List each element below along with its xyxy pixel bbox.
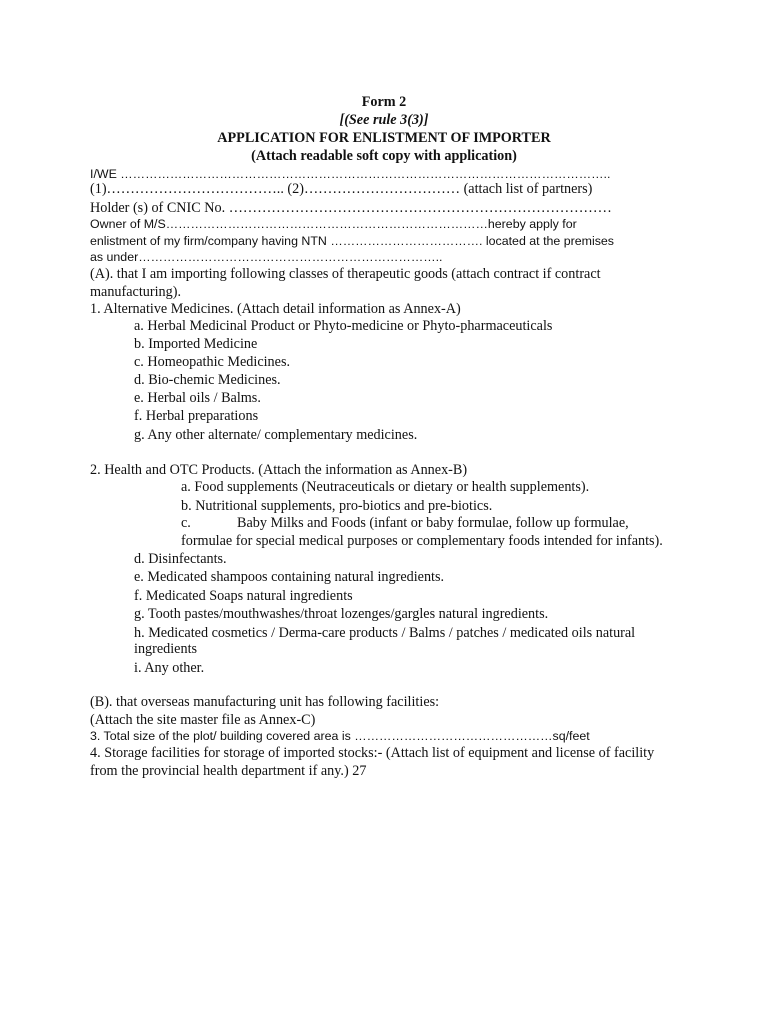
group1-item: g. Any other alternate/ complementary medicines. (134, 427, 418, 443)
group2-item: d. Disinfectants. (134, 551, 227, 567)
ntn-line: enlistment of my firm/company having NTN ………………………………. located at the premises (90, 234, 614, 248)
partners-line: (1)……………………………….. (2)…………………………… (attach list of partners) (90, 181, 593, 197)
storage-line-continued: from the provincial health department if any.) 27 (90, 763, 367, 779)
section-b-intro: (B). that overseas manufacturing unit has following facilities: (90, 694, 440, 710)
cnic-line: Holder (s) of CNIC No. ……………………………………………………………………… (90, 200, 612, 216)
rule-reference: [(See rule 3(3)] (339, 112, 429, 128)
group1-item: d. Bio-chemic Medicines. (134, 372, 281, 388)
group1-heading: 1. Alternative Medicines. (Attach detail information as Annex-A) (90, 301, 461, 317)
form-number: Form 2 (361, 94, 407, 110)
form-title: APPLICATION FOR ENLISTMENT OF IMPORTER (217, 130, 551, 146)
group2-item: g. Tooth pastes/mouthwashes/throat lozenges/gargles natural ingredients. (134, 606, 549, 622)
group1-item: b. Imported Medicine (134, 336, 258, 352)
plot-size-line: 3. Total size of the plot/ building covered area is …………………………………………sq/feet (90, 729, 590, 743)
group2-item: b. Nutritional supplements, pro-biotics and pre-biotics. (181, 498, 493, 514)
owner-line: Owner of M/S……………………………………………………………………hereby apply for (90, 217, 577, 231)
group1-item: a. Herbal Medicinal Product or Phyto-medicine or Phyto-pharmaceuticals (134, 318, 553, 334)
group2-item-c (181, 514, 629, 532)
group2-item: i. Any other. (134, 660, 205, 676)
storage-line: 4. Storage facilities for storage of imported stocks:- (Attach list of equipment and license of facility (90, 745, 655, 761)
group2-item: a. Food supplements (Neutraceuticals or dietary or health supplements). (181, 479, 590, 495)
form-subtitle: (Attach readable soft copy with application) (251, 148, 517, 164)
group2-item: f. Medicated Soaps natural ingredients (134, 588, 353, 604)
group2-item-c-letter: c. (181, 515, 191, 531)
applicant-name-line: I/WE ……………………………………………………………………………………………………….. (90, 167, 611, 181)
group2-item: e. Medicated shampoos containing natural ingredients. (134, 569, 445, 585)
group2-item-continued: ingredients (134, 641, 198, 657)
group2-item-c-continued: formulae for special medical purposes or complementary foods intended for infants). (181, 533, 663, 549)
section-a-intro-cont: manufacturing). (90, 284, 181, 300)
group2-item: h. Medicated cosmetics / Derma-care products / Balms / patches / medicated oils natural (134, 625, 636, 641)
premises-line: as under……………………………………………………………….. (90, 250, 443, 264)
section-b-annex: (Attach the site master file as Annex-C) (90, 712, 316, 728)
section-a-intro: (A). that I am importing following classes of therapeutic goods (attach contract if contract (90, 266, 601, 282)
group1-item: e. Herbal oils / Balms. (134, 390, 261, 406)
group2-item-c-text: Baby Milks and Foods (infant or baby formulae, follow up formulae, (237, 515, 629, 531)
group1-item: f. Herbal preparations (134, 408, 259, 424)
group1-item: c. Homeopathic Medicines. (134, 354, 291, 370)
group2-heading: 2. Health and OTC Products. (Attach the information as Annex-B) (90, 462, 468, 478)
